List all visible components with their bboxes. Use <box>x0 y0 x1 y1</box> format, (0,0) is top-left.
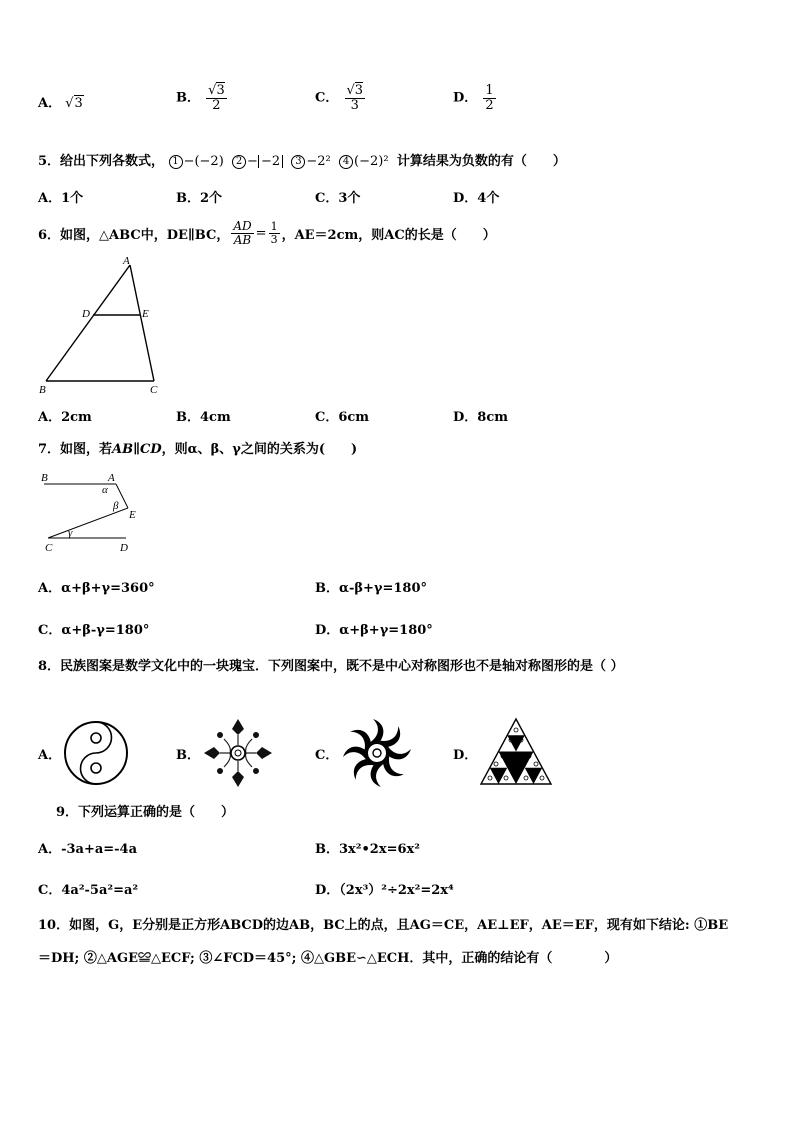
q6-option-b: B．4cm <box>176 410 231 425</box>
label-alpha: α <box>102 484 108 496</box>
label-d: D <box>120 542 128 554</box>
q6-option-a: A．2cm <box>38 410 92 425</box>
sierpinski-triangle-icon <box>478 716 554 788</box>
q7-option-d: D．α+β+γ=180° <box>315 623 433 638</box>
q6-option-d: D．8cm <box>453 410 508 425</box>
q8-option-d-label: D． <box>453 748 478 763</box>
floral-cross-pattern-icon <box>202 717 274 789</box>
q7-option-c: C．α+β-γ=180° <box>38 623 150 638</box>
label-a: A <box>123 255 130 267</box>
q10-stem-line2: ＝DH; ②△AGE≌△ECF; ③∠FCD＝45°; ④△GBE∽△ECH．其中，正确的结论有（ ） <box>38 951 618 966</box>
label-e: E <box>129 509 136 521</box>
q6-stem: 6．如图，△ABC中，DE∥BC， $\frac{AD}{AB}$ = $\frac{1}{3}$ ，AE＝2cm，则AC的长是（ ） <box>38 218 496 247</box>
q8-option-b-label: B． <box>176 748 200 763</box>
q7-option-a: A．α+β+γ=360° <box>38 581 155 596</box>
q5-option-d: D．4个 <box>453 191 500 206</box>
q9-option-a: A．-3a+a=-4a <box>38 842 138 857</box>
label-b: B <box>41 472 48 484</box>
q4-option-a: A． √3 <box>38 96 83 111</box>
q6-option-c: C．6cm <box>315 410 370 425</box>
q4-option-c: C． $\frac{√3}{3}$ <box>315 83 364 113</box>
q5-stem: 5．给出下列各数式， 1 −(−2) 2 − −2 3 −2² 4 (−2)² 计算结果为负数的有（ ） <box>38 154 566 169</box>
q8-stem: 8．民族图案是数学文化中的一块瑰宝．下列图案中，既不是中心对称图形也不是轴对称图形的是（ ） <box>38 659 624 674</box>
parallel-lines-figure <box>36 468 146 556</box>
q7-option-b: B．α-β+γ=180° <box>315 581 428 596</box>
q4-option-d: D． $\frac{1}{2}$ <box>453 83 494 113</box>
q5-option-c: C．3个 <box>315 191 361 206</box>
yin-yang-icon <box>62 719 130 787</box>
q9-option-c: C．4a²-5a²=a² <box>38 883 139 898</box>
q9-stem: 9．下列运算正确的是（ ） <box>56 805 235 820</box>
q9-option-b: B．3x²•2x=6x² <box>315 842 420 857</box>
label-c: C <box>150 384 158 396</box>
label-d: D <box>82 308 90 320</box>
label-beta: β <box>113 500 119 512</box>
label-c: C <box>45 542 53 554</box>
label-b: B <box>39 384 46 396</box>
q7-stem: 7．如图，若AB∥CD，则α、β、γ之间的关系为( ) <box>38 442 358 457</box>
q10-stem-line1: 10．如图，G，E分别是正方形ABCD的边AB，BC上的点，且AG＝CE，AE⊥EF，AE＝EF，现有如下结论: ①BE <box>38 918 729 933</box>
q8-option-a-label: A． <box>38 748 62 763</box>
label-gamma: γ <box>68 527 73 539</box>
pinwheel-flower-icon <box>340 716 414 790</box>
label-e: E <box>142 308 149 320</box>
q8-option-c-label: C． <box>315 748 339 763</box>
q9-option-d: D．（2x³）²÷2x²=2x⁴ <box>315 883 454 898</box>
sqrt-symbol: √3 <box>65 96 83 111</box>
triangle-abc-figure <box>36 255 166 397</box>
q5-option-a: A．1个 <box>38 191 84 206</box>
q4-option-b: B． $\frac{√3}{2}$ <box>176 83 225 113</box>
q5-option-b: B．2个 <box>176 191 223 206</box>
label-a: A <box>108 472 115 484</box>
